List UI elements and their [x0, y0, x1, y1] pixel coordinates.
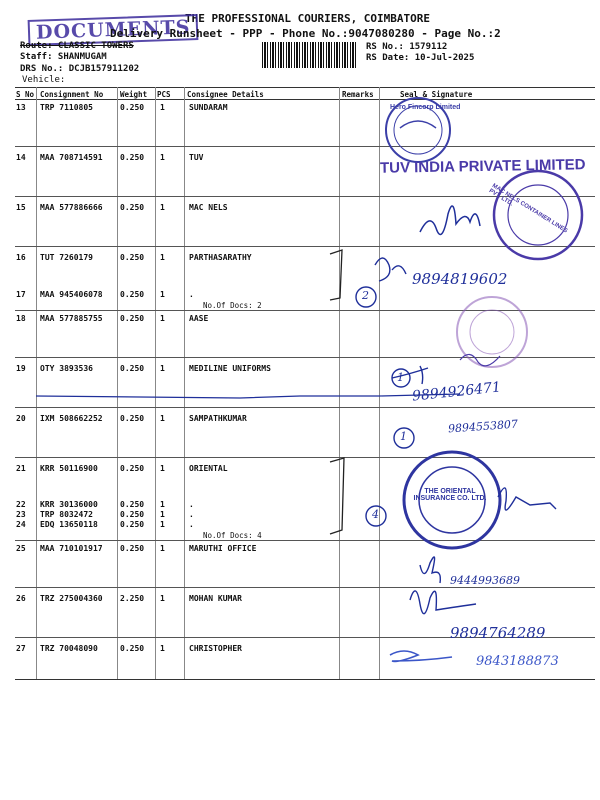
row-consignment: OTY 3893536 [40, 364, 93, 373]
handwritten-count: 1 [400, 430, 407, 443]
row-weight: 0.250 [120, 364, 145, 373]
signature-scribble [498, 488, 556, 510]
row-weight: 2.250 [120, 594, 145, 603]
docs-count-note: No.Of Docs: 2 [203, 301, 262, 310]
row-weight: 0.250 [120, 203, 145, 212]
handwritten-count: 2 [362, 289, 369, 302]
row-consignment: MAA 708714591 [40, 153, 103, 162]
row-consignee: MAC NELS [189, 203, 228, 212]
row-pcs: 1 [160, 510, 165, 519]
handwritten-phone: 9894553807 [447, 417, 519, 436]
row-sno: 17 [16, 290, 26, 299]
row-consignee: MOHAN KUMAR [189, 594, 242, 603]
row-consignee: TUV [189, 153, 204, 162]
row-pcs: 1 [160, 314, 165, 323]
row-consignee: PARTHASARATHY [189, 253, 252, 262]
row-consignment: TUT 7260179 [40, 253, 93, 262]
row-weight: 0.250 [120, 520, 145, 529]
macnels-stamp-text: MAC NELS CONTAINER LINES PVT. LTD. [487, 183, 569, 235]
row-consignee: . [189, 520, 194, 529]
row-sno: 14 [16, 153, 26, 162]
row-consignee: . [189, 290, 194, 299]
row-pcs: 1 [160, 290, 165, 299]
row-weight: 0.250 [120, 510, 145, 519]
handwritten-phone: 9444993689 [450, 574, 520, 587]
row-pcs: 1 [160, 253, 165, 262]
row-consignment: KRR 50116900 [40, 464, 98, 473]
docs-count-note: No.Of Docs: 4 [203, 531, 262, 540]
bracket-mark [330, 250, 342, 300]
hero-stamp-text: Hero Fincorp Limited [390, 104, 461, 111]
row-consignee: MEDILINE UNIFORMS [189, 364, 271, 373]
col-header-consignee: Consignee Details [187, 90, 264, 99]
handwritten-phone: 9894764289 [450, 624, 546, 642]
signature-scribble [420, 557, 440, 583]
row-weight: 0.250 [120, 644, 145, 653]
row-sno: 23 [16, 510, 26, 519]
company-title: THE PROFESSIONAL COURIERS, COIMBATORE [185, 12, 431, 25]
row-pcs: 1 [160, 544, 165, 553]
row-consignee: MARUTHI OFFICE [189, 544, 257, 553]
row-consignee: CHRISTOPHER [189, 644, 242, 653]
row-sno: 24 [16, 520, 26, 529]
row-consignment: KRR 30136000 [40, 500, 98, 509]
handwritten-phone: 9843188873 [476, 654, 559, 669]
row-weight: 0.250 [120, 290, 145, 299]
row-weight: 0.250 [120, 544, 145, 553]
row-pcs: 1 [160, 644, 165, 653]
row-consignee: . [189, 510, 194, 519]
row-sno: 25 [16, 544, 26, 553]
pen-stroke-line [36, 394, 460, 398]
row-sno: 15 [16, 203, 26, 212]
row-pcs: 1 [160, 594, 165, 603]
handwritten-count: 1 [397, 371, 404, 384]
row-weight: 0.250 [120, 464, 145, 473]
route-line: Route: CLASSIC TOWERS [20, 41, 134, 51]
row-weight: 0.250 [120, 414, 145, 423]
row-pcs: 1 [160, 103, 165, 112]
row-consignment: MAA 577885755 [40, 314, 103, 323]
handwritten-phone: 9894926471 [411, 379, 502, 405]
col-header-seal-signature: Seal & Signature [400, 90, 473, 99]
col-header-sno: S No [16, 90, 35, 99]
row-pcs: 1 [160, 520, 165, 529]
row-sno: 18 [16, 314, 26, 323]
row-weight: 0.250 [120, 314, 145, 323]
row-pcs: 1 [160, 364, 165, 373]
row-consignment: TRP 8032472 [40, 510, 93, 519]
drs-line: DRS No.: DCJB157911202 [20, 64, 140, 74]
row-sno: 27 [16, 644, 26, 653]
row-consignment: MAA 710101917 [40, 544, 103, 553]
row-consignee: ORIENTAL [189, 464, 228, 473]
col-header-remarks: Remarks [342, 90, 374, 99]
tuv-stamp-text: TUV INDIA PRIVATE LIMITED [379, 156, 586, 177]
row-consignment: TRZ 70048090 [40, 644, 98, 653]
rs-date: RS Date: 10-Jul-2025 [366, 53, 475, 63]
row-consignee: SAMPATHKUMAR [189, 414, 247, 423]
row-consignment: IXM 508662252 [40, 414, 103, 423]
row-consignee: . [189, 500, 194, 509]
staff-line: Staff: SHANMUGAM [20, 52, 107, 62]
col-header-consignment: Consignment No [40, 90, 104, 99]
row-weight: 0.250 [120, 103, 145, 112]
row-consignment: TRZ 275004360 [40, 594, 103, 603]
row-weight: 0.250 [120, 253, 145, 262]
row-sno: 16 [16, 253, 26, 262]
row-sno: 21 [16, 464, 26, 473]
row-sno: 19 [16, 364, 26, 373]
signature-scribble [390, 651, 452, 661]
row-sno: 26 [16, 594, 26, 603]
rs-number: RS No.: 1579112 [366, 42, 448, 52]
handwritten-phone: 9894819602 [412, 270, 508, 288]
row-consignment: MAA 945406078 [40, 290, 103, 299]
row-pcs: 1 [160, 153, 165, 162]
row-consignee: AASE [189, 314, 209, 323]
row-pcs: 1 [160, 414, 165, 423]
signature-scribble [410, 591, 476, 614]
row-pcs: 1 [160, 464, 165, 473]
row-consignment: EDQ 13650118 [40, 520, 98, 529]
runsheet-title: Delivery Runsheet - PPP - Phone No.:9047080280 - Page No.:2 [110, 27, 501, 40]
handwritten-count: 4 [372, 508, 379, 521]
row-weight: 0.250 [120, 153, 145, 162]
row-pcs: 1 [160, 203, 165, 212]
row-consignment: MAA 577886666 [40, 203, 103, 212]
oriental-stamp-text: THE ORIENTAL INSURANCE CO. LTD. [413, 488, 487, 502]
row-weight: 0.250 [120, 500, 145, 509]
row-consignment: TRP 7110805 [40, 103, 93, 112]
col-header-weight: Weight [120, 90, 148, 99]
row-sno: 22 [16, 500, 26, 509]
aase-stamp-circle [457, 297, 527, 367]
row-pcs: 1 [160, 500, 165, 509]
row-sno: 20 [16, 414, 26, 423]
signature-scribble [375, 258, 406, 281]
bracket-mark [330, 458, 344, 534]
row-consignee: SUNDARAM [189, 103, 228, 112]
signature-scribble [420, 206, 480, 234]
col-header-pcs: PCS [157, 90, 171, 99]
documents-stamp: DOCUMENTS [28, 14, 199, 46]
row-sno: 13 [16, 103, 26, 112]
vehicle-line: Vehicle: [22, 75, 66, 85]
